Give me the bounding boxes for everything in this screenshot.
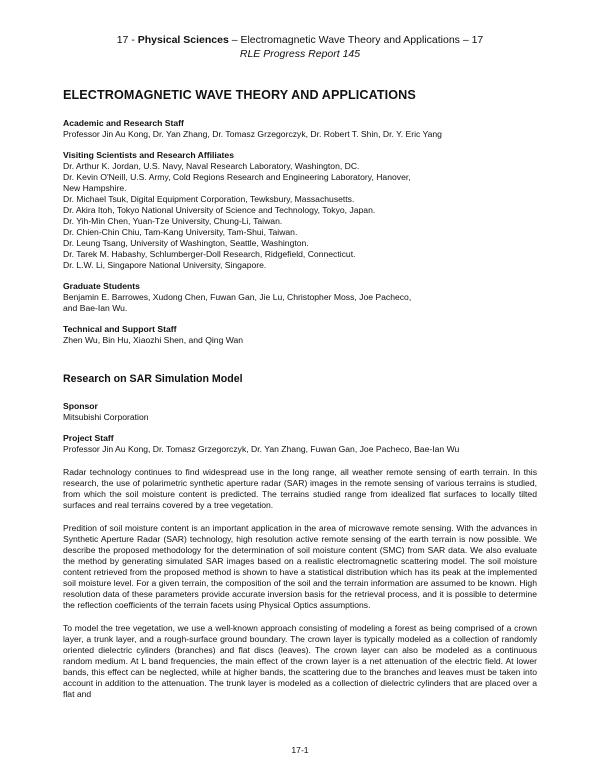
visiting-line: Dr. Kevin O'Neill, U.S. Army, Cold Regions Research and Engineering Laboratory, Hanover, <box>63 172 411 182</box>
sponsor-label: Sponsor <box>63 401 98 411</box>
academic-staff-line: Professor Jin Au Kong, Dr. Yan Zhang, Dr. Tomasz Grzegorczyk, Dr. Robert T. Shin, Dr. Y. Eric Yang <box>63 129 442 139</box>
visiting-line: Dr. Michael Tsuk, Digital Equipment Corporation, Tewksbury, Massachusetts. <box>63 194 355 204</box>
graduate-line: and Bae-Ian Wu. <box>63 303 128 313</box>
project-staff-block <box>63 433 537 455</box>
project-staff-line: Professor Jin Au Kong, Dr. Tomasz Grzegorczyk, Dr. Yan Zhang, Fuwan Gan, Joe Pacheco, Bae-Ian Wu <box>63 444 460 454</box>
graduate-line: Benjamin E. Barrowes, Xudong Chen, Fuwan Gan, Jie Lu, Christopher Moss, Joe Pacheco, <box>63 292 412 302</box>
visiting-line: Dr. Tarek M. Habashy, Schlumberger-Doll Research, Ridgefield, Connecticut. <box>63 249 356 259</box>
body-paragraph: Predition of soil moisture content is an important application in the area of microwave remote sensing. With the advances in Synthetic Aperture Radar (SAR) technology, high resolution active remote sensing of the earth terrain is now possible. We describe the proposed methodology for the determination of soil moisture content (SMC) from SAR data. We also evaluate the method by generating simulated SAR images based on a realistic electromagnetic scattering model. The soil moisture content retrieved from the proposed method is shown to have a statistical distribution which has its peak at the implemented soil moisture level. For a given terrain, the composition of the soil and the terrain information are assumed to be known. High resolution data of these parameters provide accurate inversion basis for the retrieval process, and it is possible to determine the reflection coefficients of the terrain facets using Physical Optics assumptions. <box>63 523 537 610</box>
visiting-line: Dr. Yih-Min Chen, Yuan-Tze University, Chung-Li, Taiwan. <box>63 216 283 226</box>
sponsor-line: Mitsubishi Corporation <box>63 412 149 422</box>
graduate-block <box>63 281 537 314</box>
header-report: RLE Progress Report 145 <box>239 48 361 60</box>
page-number: 17-1 <box>291 745 309 755</box>
visiting-line: Dr. Akira Itoh, Tokyo National University of Science and Technology, Tokyo, Japan. <box>63 205 376 215</box>
header-rest: – Electromagnetic Wave Theory and Applications – 17 <box>228 34 484 46</box>
body-paragraph: Radar technology continues to find widespread use in the long range, all weather remote sensing of earth terrain. In this research, the use of polarimetric synthetic aperture radar (SAR) images in the remote sensing of various terrains is studied, from which the soil moisture content is predicted. The terrains studied range from idealized flat surfaces to locally tilted surfaces and real terrains covered by a tree vegetation. <box>63 467 537 510</box>
technical-label: Technical and Support Staff <box>63 324 177 334</box>
running-header <box>63 0 537 61</box>
visiting-line: Dr. Arthur K. Jordan, U.S. Navy, Naval Research Laboratory, Washington, DC. <box>63 161 360 171</box>
project-staff-label: Project Staff <box>63 433 114 443</box>
visiting-block <box>63 150 537 271</box>
research-heading: Research on SAR Simulation Model <box>63 373 243 385</box>
header-section: Physical Sciences <box>137 34 229 46</box>
header-prefix: 17 - <box>116 34 138 46</box>
visiting-line: Dr. Leung Tsang, University of Washington, Seattle, Washington. <box>63 238 309 248</box>
sponsor-block <box>63 401 537 423</box>
running-header-line <box>63 33 537 47</box>
visiting-line: Dr. Chien-Chin Chiu, Tam-Kang University, Tam-Shui, Taiwan. <box>63 227 298 237</box>
visiting-line: Dr. L.W. Li, Singapore National University, Singapore. <box>63 260 267 270</box>
graduate-label: Graduate Students <box>63 281 140 291</box>
academic-staff-block <box>63 118 537 140</box>
technical-block <box>63 324 537 346</box>
academic-staff-label: Academic and Research Staff <box>63 118 184 128</box>
body-paragraph: To model the tree vegetation, we use a well-known approach consisting of modeling a forest as being comprised of a crown layer, a trunk layer, and a rough-surface ground boundary. The crown layer is typically modeled as a collection of randomly oriented dielectric cylinders (branches) and flat discs (leaves). The crown layer can also be modeled as a continuous random medium. At L band frequencies, the main effect of the crown layer is a net attenuation of the electric field. At lower bands, this effect can be neglected, while at higher bands, the scattering due to the branches and leaves must be taken into account in addition to the attenuation. The trunk layer is modeled as a collection of dielectric cylinders that are placed over a flat and <box>63 623 537 699</box>
visiting-label: Visiting Scientists and Research Affiliates <box>63 150 234 160</box>
visiting-line: New Hampshire. <box>63 183 127 193</box>
technical-line: Zhen Wu, Bin Hu, Xiaozhi Shen, and Qing Wan <box>63 335 244 345</box>
page-title: ELECTROMAGNETIC WAVE THEORY AND APPLICATIONS <box>63 88 416 102</box>
